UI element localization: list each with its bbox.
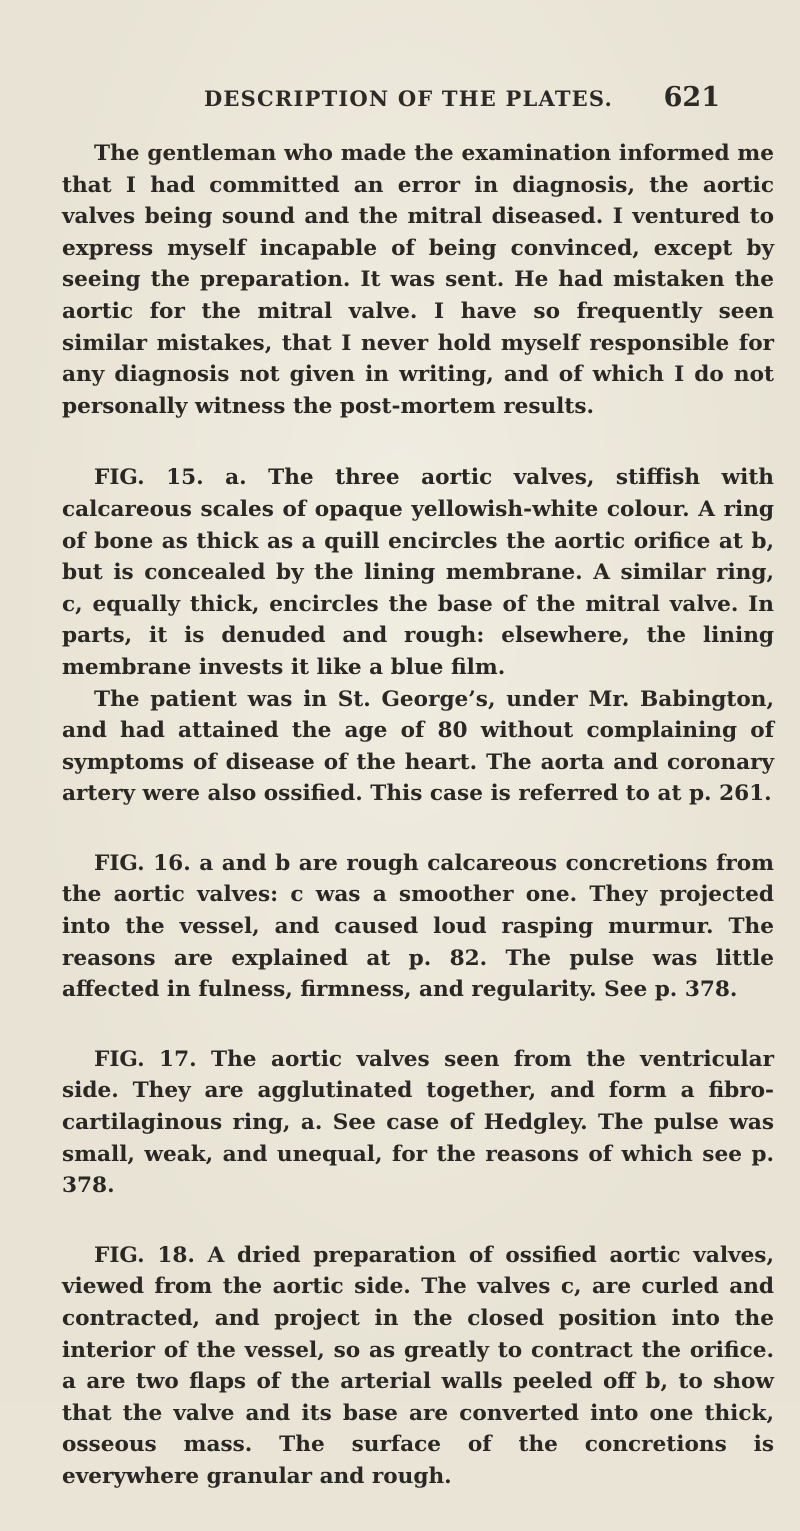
paragraph-fig-15-patient: The patient was in St. George’s, under Mr. Babington, and had attained the age of 80 without complaining of symptoms of disease of the heart. The aorta and coronary artery were also ossified. This case is referred to at p. 261. xyxy=(62,686,774,807)
paragraph-fig-16: FIG. 16. a and b are rough calcareous concretions from the aortic valves: c was a smoother one. They projected into the vessel, and caused loud rasping murmur. The reasons are explained at p. 82. The pulse was little affected in fulness, firmness, and regularity. See p. 378. xyxy=(62,850,774,1003)
running-title: DESCRIPTION OF THE PLATES. xyxy=(204,86,613,111)
page-number: 621 xyxy=(663,82,720,113)
body-text xyxy=(62,138,774,1531)
paragraph-diagnosis-note: The gentleman who made the examination informed me that I had committed an error in diagnosis, the aortic valves being sound and the mitral diseased. I ventured to express myself incapable of being convinced, except by seeing the preparation. It was sent. He had mistaken the aortic for the mitral valve. I have so frequently seen similar mistakes, that I never hold myself responsible for any diagnosis not given in writing, and of which I do not personally witness the post-mortem results. xyxy=(62,141,774,419)
page-header xyxy=(200,82,720,122)
paragraph-fig-15: FIG. 15. a. The three aortic valves, stiffish with calcareous scales of opaque yellowish-white colour. A ring of bone as thick as a quill encircles the aortic orifice at b, but is concealed by the lining membrane. A similar ring, c, equally thick, encircles the base of the mitral valve. In parts, it is denuded and rough: elsewhere, the lining membrane invests it like a blue film. xyxy=(62,465,774,680)
paragraph-fig-17: FIG. 17. The aortic valves seen from the ventricular side. They are agglutinated together, and form a fibro-cartilaginous ring, a. See case of Hedgley. The pulse was small, weak, and unequal, for the reasons of which see p. 378. xyxy=(62,1046,774,1199)
paragraph-fig-18: FIG. 18. A dried preparation of ossified aortic valves, viewed from the aortic side. The valves c, are curled and contracted, and project in the closed position into the interior of the vessel, so as greatly to contract the orifice. a are two flaps of the arterial walls peeled off b, to show that the valve and its base are converted into one thick, osseous mass. The surface of the concretions is everywhere granular and rough. xyxy=(62,1242,774,1489)
